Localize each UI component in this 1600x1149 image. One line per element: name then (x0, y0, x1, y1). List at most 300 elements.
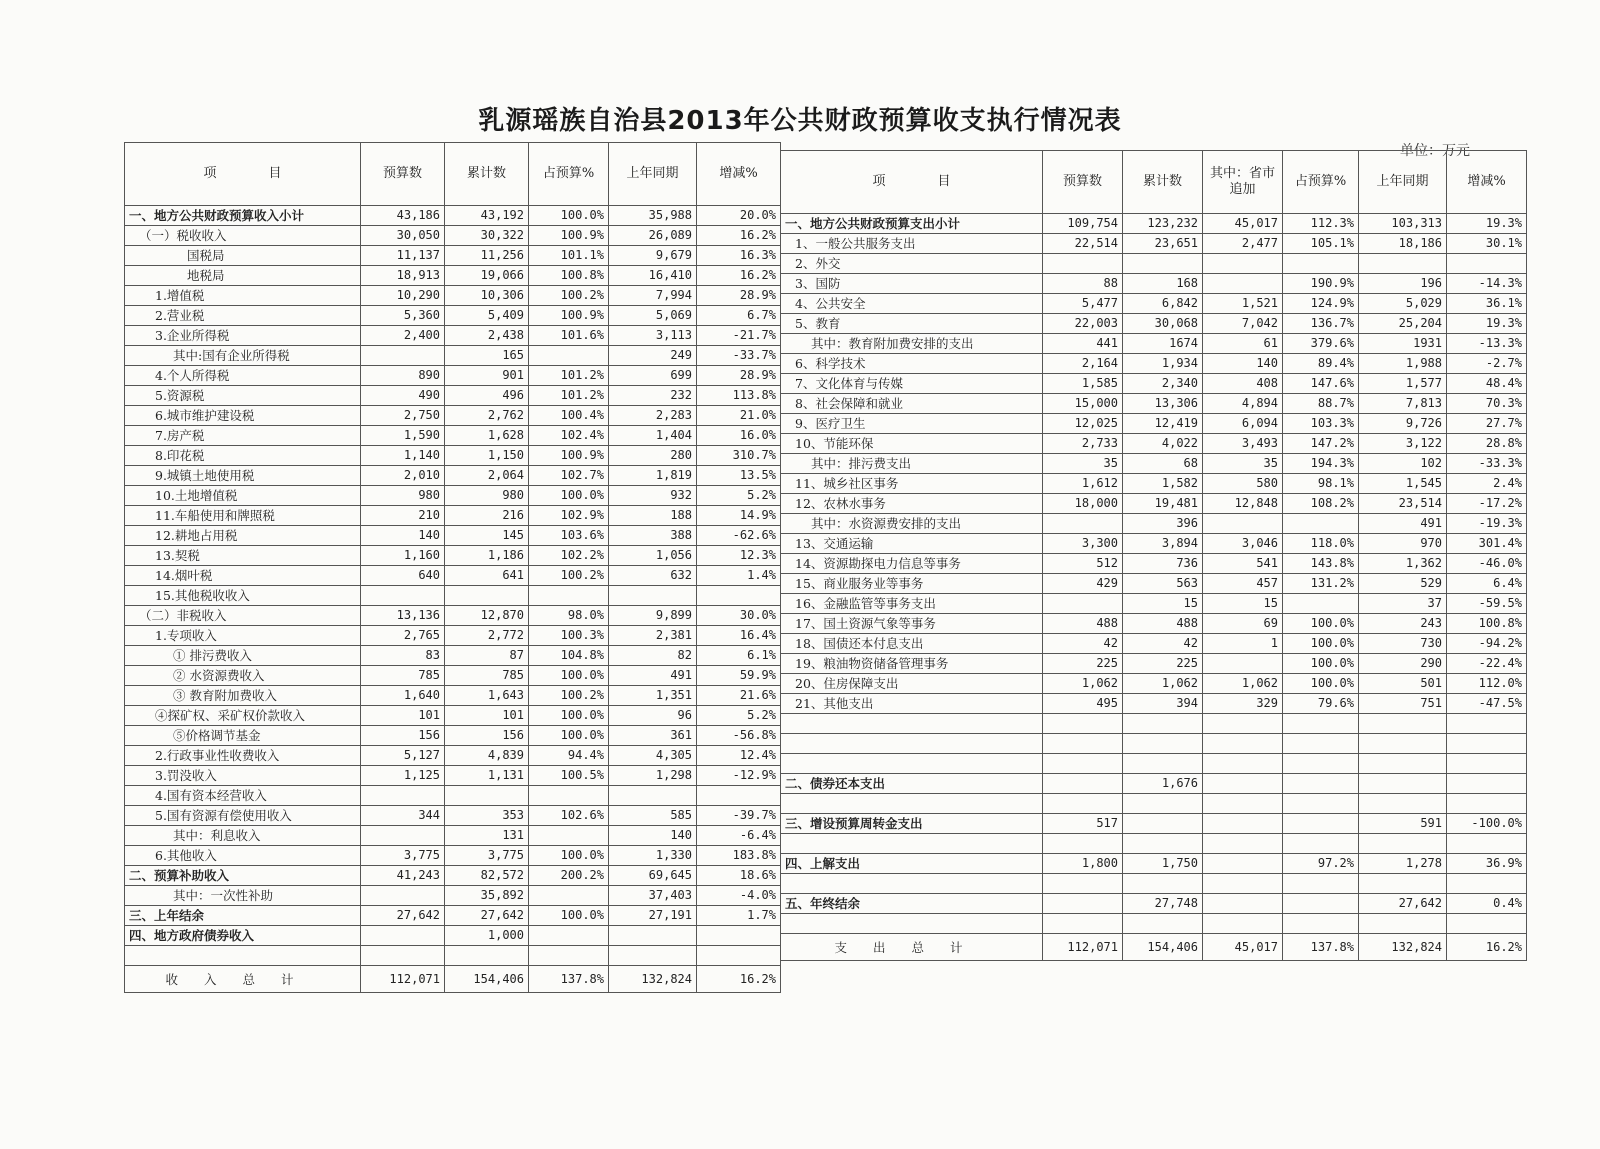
revenue-cell: 11,137 (361, 246, 445, 266)
expenditure-total-cell: 45,017 (1203, 934, 1283, 961)
expenditure-cell (1447, 734, 1527, 754)
revenue-row-label: 1.专项收入 (125, 626, 361, 646)
revenue-row (125, 306, 781, 326)
expenditure-row (781, 754, 1527, 774)
expenditure-cell (1283, 754, 1359, 774)
revenue-row (125, 806, 781, 826)
expenditure-cell: 18,000 (1043, 494, 1123, 514)
revenue-cell (609, 946, 697, 966)
revenue-row-label: 二、预算补助收入 (125, 866, 361, 886)
revenue-cell: 2,750 (361, 406, 445, 426)
expenditure-cell: 124.9% (1283, 294, 1359, 314)
revenue-cell: 2,772 (445, 626, 529, 646)
revenue-cell: 102.7% (529, 466, 609, 486)
revenue-cell: 1,643 (445, 686, 529, 706)
expenditure-cell: -14.3% (1447, 274, 1527, 294)
expenditure-cell: 1,062 (1043, 674, 1123, 694)
expenditure-row-label (781, 914, 1043, 934)
revenue-cell: 280 (609, 446, 697, 466)
revenue-total-cell: 137.8% (529, 966, 609, 993)
revenue-cell: 2,283 (609, 406, 697, 426)
revenue-row-label (125, 946, 361, 966)
revenue-row (125, 586, 781, 606)
revenue-cell: 980 (361, 486, 445, 506)
revenue-header-budget: 预算数 (361, 143, 445, 206)
revenue-row-label: 14.烟叶税 (125, 566, 361, 586)
expenditure-row-label: 其中：水资源费安排的支出 (781, 514, 1043, 534)
expenditure-cell: 18,186 (1359, 234, 1447, 254)
revenue-cell: 28.9% (697, 286, 781, 306)
expenditure-cell: 1,750 (1123, 854, 1203, 874)
revenue-row (125, 946, 781, 966)
revenue-row (125, 746, 781, 766)
revenue-total-row (125, 966, 781, 993)
revenue-row-label: 11.车船使用和牌照税 (125, 506, 361, 526)
revenue-cell: 28.9% (697, 366, 781, 386)
expenditure-cell: 225 (1043, 654, 1123, 674)
revenue-cell: 19,066 (445, 266, 529, 286)
revenue-row (125, 606, 781, 626)
expenditure-cell: 19,481 (1123, 494, 1203, 514)
expenditure-row-label: 其中：排污费支出 (781, 454, 1043, 474)
revenue-cell: 100.4% (529, 406, 609, 426)
revenue-cell: 585 (609, 806, 697, 826)
expenditure-cell: 1,362 (1359, 554, 1447, 574)
revenue-header-row (125, 143, 781, 206)
expenditure-cell: 1,585 (1043, 374, 1123, 394)
expenditure-cell: 2.4% (1447, 474, 1527, 494)
expenditure-row-label: 五、年终结余 (781, 894, 1043, 914)
expenditure-cell: 2,733 (1043, 434, 1123, 454)
revenue-cell: 102.2% (529, 546, 609, 566)
revenue-cell: 104.8% (529, 646, 609, 666)
expenditure-row-label: 3、国防 (781, 274, 1043, 294)
revenue-row (125, 886, 781, 906)
expenditure-cell (1123, 874, 1203, 894)
expenditure-cell: 98.1% (1283, 474, 1359, 494)
revenue-cell (361, 886, 445, 906)
revenue-row (125, 846, 781, 866)
expenditure-cell: 5,477 (1043, 294, 1123, 314)
expenditure-cell (1359, 254, 1447, 274)
expenditure-row (781, 494, 1527, 514)
expenditure-cell: 591 (1359, 814, 1447, 834)
expenditure-cell (1203, 854, 1283, 874)
expenditure-cell (1203, 874, 1283, 894)
expenditure-row-label: 14、资源勘探电力信息等事务 (781, 554, 1043, 574)
expenditure-cell: 3,046 (1203, 534, 1283, 554)
revenue-cell: 13,136 (361, 606, 445, 626)
expenditure-row (781, 454, 1527, 474)
revenue-cell: 785 (361, 666, 445, 686)
expenditure-cell: 100.8% (1447, 614, 1527, 634)
expenditure-row (781, 714, 1527, 734)
expenditure-cell: 22,003 (1043, 314, 1123, 334)
expenditure-row-label: 7、文化体育与传媒 (781, 374, 1043, 394)
revenue-cell (361, 586, 445, 606)
expenditure-cell: -13.3% (1447, 334, 1527, 354)
expenditure-cell: 42 (1123, 634, 1203, 654)
revenue-row (125, 486, 781, 506)
revenue-cell: 901 (445, 366, 529, 386)
revenue-header-item: 项 目 (125, 143, 361, 206)
revenue-row-label: 三、上年结余 (125, 906, 361, 926)
revenue-cell: 113.8% (697, 386, 781, 406)
revenue-cell: 43,192 (445, 206, 529, 226)
revenue-cell: 2,438 (445, 326, 529, 346)
expenditure-cell (1359, 754, 1447, 774)
expenditure-cell: 108.2% (1283, 494, 1359, 514)
revenue-cell: 1,131 (445, 766, 529, 786)
revenue-cell: 496 (445, 386, 529, 406)
expenditure-row-label: 12、农林水事务 (781, 494, 1043, 514)
expenditure-cell: 15 (1123, 594, 1203, 614)
revenue-cell: 2,381 (609, 626, 697, 646)
expenditure-cell: 1674 (1123, 334, 1203, 354)
expenditure-cell: 168 (1123, 274, 1203, 294)
expenditure-cell (1203, 274, 1283, 294)
revenue-row (125, 366, 781, 386)
expenditure-cell: 329 (1203, 694, 1283, 714)
expenditure-cell: 140 (1203, 354, 1283, 374)
revenue-cell: 1,125 (361, 766, 445, 786)
expenditure-row-label: 4、公共安全 (781, 294, 1043, 314)
revenue-cell: 35,988 (609, 206, 697, 226)
revenue-cell: 140 (361, 526, 445, 546)
revenue-cell: 87 (445, 646, 529, 666)
expenditure-cell: 15,000 (1043, 394, 1123, 414)
expenditure-cell: 0.4% (1447, 894, 1527, 914)
revenue-row-label: 1.增值税 (125, 286, 361, 306)
revenue-cell: 249 (609, 346, 697, 366)
expenditure-cell: 13,306 (1123, 394, 1203, 414)
expenditure-cell (1043, 514, 1123, 534)
expenditure-cell (1203, 754, 1283, 774)
expenditure-cell (1043, 754, 1123, 774)
expenditure-cell: 100.0% (1283, 674, 1359, 694)
revenue-cell: 100.2% (529, 286, 609, 306)
expenditure-cell: 488 (1043, 614, 1123, 634)
revenue-row (125, 346, 781, 366)
expenditure-cell (1359, 774, 1447, 794)
revenue-row-label: 4.个人所得税 (125, 366, 361, 386)
expenditure-cell (1203, 734, 1283, 754)
expenditure-cell: 88 (1043, 274, 1123, 294)
expenditure-cell: 12,419 (1123, 414, 1203, 434)
revenue-cell (529, 586, 609, 606)
revenue-cell: 6.1% (697, 646, 781, 666)
revenue-cell: -4.0% (697, 886, 781, 906)
revenue-cell: 16.2% (697, 226, 781, 246)
expenditure-row (781, 634, 1527, 654)
expenditure-row (781, 914, 1527, 934)
revenue-cell: 100.0% (529, 906, 609, 926)
revenue-cell: 83 (361, 646, 445, 666)
revenue-row-label: 2.营业税 (125, 306, 361, 326)
expenditure-cell: -22.4% (1447, 654, 1527, 674)
revenue-cell (361, 826, 445, 846)
revenue-cell: 2,010 (361, 466, 445, 486)
revenue-cell: 16.2% (697, 266, 781, 286)
expenditure-total-cell: 112,071 (1043, 934, 1123, 961)
expenditure-row-label: 20、住房保障支出 (781, 674, 1043, 694)
revenue-cell: 96 (609, 706, 697, 726)
revenue-cell: 18,913 (361, 266, 445, 286)
expenditure-header-last-year: 上年同期 (1359, 151, 1447, 214)
expenditure-cell: 563 (1123, 574, 1203, 594)
expenditure-cell: 30,068 (1123, 314, 1203, 334)
revenue-row-label: 6.城市维护建设税 (125, 406, 361, 426)
revenue-total-cell: 112,071 (361, 966, 445, 993)
expenditure-cell (1447, 914, 1527, 934)
revenue-cell: 102.9% (529, 506, 609, 526)
expenditure-cell: 3,300 (1043, 534, 1123, 554)
expenditure-row (781, 574, 1527, 594)
expenditure-cell (1447, 794, 1527, 814)
expenditure-cell: 12,025 (1043, 414, 1123, 434)
revenue-cell: 2,762 (445, 406, 529, 426)
revenue-cell: 1,640 (361, 686, 445, 706)
expenditure-row-label (781, 714, 1043, 734)
expenditure-cell (1203, 914, 1283, 934)
expenditure-cell: 441 (1043, 334, 1123, 354)
revenue-cell: 6.7% (697, 306, 781, 326)
expenditure-row-label: 二、债券还本支出 (781, 774, 1043, 794)
revenue-cell (361, 786, 445, 806)
revenue-cell: 980 (445, 486, 529, 506)
expenditure-cell (1359, 734, 1447, 754)
revenue-cell (529, 926, 609, 946)
revenue-cell: 100.0% (529, 846, 609, 866)
expenditure-row-label: 其中：教育附加费安排的支出 (781, 334, 1043, 354)
expenditure-cell: 488 (1123, 614, 1203, 634)
expenditure-total-label: 支出总计 (781, 934, 1043, 961)
expenditure-cell: -33.3% (1447, 454, 1527, 474)
revenue-cell (361, 346, 445, 366)
expenditure-cell: 147.6% (1283, 374, 1359, 394)
revenue-cell: 3,775 (361, 846, 445, 866)
revenue-cell: 5,360 (361, 306, 445, 326)
expenditure-cell (1123, 794, 1203, 814)
revenue-cell: 59.9% (697, 666, 781, 686)
revenue-cell: 165 (445, 346, 529, 366)
expenditure-header-row (781, 151, 1527, 214)
revenue-cell: 13.5% (697, 466, 781, 486)
revenue-cell: 1,160 (361, 546, 445, 566)
revenue-cell: 1,404 (609, 426, 697, 446)
revenue-row-label: 12.耕地占用税 (125, 526, 361, 546)
revenue-row (125, 406, 781, 426)
revenue-cell: 353 (445, 806, 529, 826)
revenue-cell: 183.8% (697, 846, 781, 866)
expenditure-cell (1123, 834, 1203, 854)
expenditure-cell: 196 (1359, 274, 1447, 294)
revenue-cell: 41,243 (361, 866, 445, 886)
expenditure-cell: 1,521 (1203, 294, 1283, 314)
expenditure-cell (1123, 254, 1203, 274)
revenue-row (125, 446, 781, 466)
expenditure-cell (1043, 594, 1123, 614)
expenditure-cell: -100.0% (1447, 814, 1527, 834)
revenue-cell: 1,351 (609, 686, 697, 706)
expenditure-cell: 112.3% (1283, 214, 1359, 234)
revenue-row (125, 666, 781, 686)
expenditure-row-label: 9、医疗卫生 (781, 414, 1043, 434)
revenue-cell: 491 (609, 666, 697, 686)
revenue-row-label: 地税局 (125, 266, 361, 286)
expenditure-cell: 1,676 (1123, 774, 1203, 794)
revenue-row (125, 266, 781, 286)
expenditure-cell: 491 (1359, 514, 1447, 534)
expenditure-row (781, 214, 1527, 234)
expenditure-cell (1043, 774, 1123, 794)
expenditure-row-label: 一、地方公共财政预算支出小计 (781, 214, 1043, 234)
expenditure-cell: 131.2% (1283, 574, 1359, 594)
revenue-cell: 2,765 (361, 626, 445, 646)
revenue-cell: 43,186 (361, 206, 445, 226)
revenue-cell: 100.0% (529, 486, 609, 506)
revenue-row-label: ① 排污费收入 (125, 646, 361, 666)
expenditure-cell (1359, 794, 1447, 814)
revenue-cell (529, 346, 609, 366)
expenditure-cell: 4,894 (1203, 394, 1283, 414)
expenditure-cell: 35 (1203, 454, 1283, 474)
revenue-cell: 641 (445, 566, 529, 586)
expenditure-row-label: 18、国债还本付息支出 (781, 634, 1043, 654)
revenue-cell: 5,409 (445, 306, 529, 326)
revenue-cell (697, 786, 781, 806)
revenue-cell: 3,775 (445, 846, 529, 866)
revenue-cell: 16.0% (697, 426, 781, 446)
revenue-header-change: 增减% (697, 143, 781, 206)
expenditure-cell: 22,514 (1043, 234, 1123, 254)
revenue-row-label: 一、地方公共财政预算收入小计 (125, 206, 361, 226)
expenditure-cell: 1,062 (1203, 674, 1283, 694)
revenue-cell: 1,150 (445, 446, 529, 466)
revenue-cell: -21.7% (697, 326, 781, 346)
revenue-row (125, 566, 781, 586)
revenue-cell: -6.4% (697, 826, 781, 846)
revenue-cell: 1.4% (697, 566, 781, 586)
revenue-row (125, 686, 781, 706)
revenue-cell (445, 946, 529, 966)
expenditure-cell: 19.3% (1447, 214, 1527, 234)
expenditure-cell: 541 (1203, 554, 1283, 574)
expenditure-cell (1447, 834, 1527, 854)
expenditure-cell (1359, 914, 1447, 934)
revenue-row (125, 626, 781, 646)
revenue-cell: 100.2% (529, 686, 609, 706)
expenditure-cell: 147.2% (1283, 434, 1359, 454)
revenue-cell: 100.2% (529, 566, 609, 586)
expenditure-total-cell: 137.8% (1283, 934, 1359, 961)
revenue-cell: 100.0% (529, 706, 609, 726)
expenditure-cell (1043, 834, 1123, 854)
expenditure-row (781, 254, 1527, 274)
expenditure-cell: 9,726 (1359, 414, 1447, 434)
revenue-row-label: 3.罚没收入 (125, 766, 361, 786)
expenditure-cell: 1,988 (1359, 354, 1447, 374)
revenue-cell: 156 (445, 726, 529, 746)
expenditure-header-province-add: 其中：省市追加 (1203, 151, 1283, 214)
revenue-row (125, 866, 781, 886)
expenditure-cell (1203, 834, 1283, 854)
expenditure-cell: 1,577 (1359, 374, 1447, 394)
revenue-cell: 20.0% (697, 206, 781, 226)
expenditure-row-label: 17、国土资源气象等事务 (781, 614, 1043, 634)
expenditure-header-pct-budget: 占预算% (1283, 151, 1359, 214)
revenue-row-label: 国税局 (125, 246, 361, 266)
expenditure-row-label (781, 834, 1043, 854)
revenue-row (125, 386, 781, 406)
expenditure-row-label: 8、社会保障和就业 (781, 394, 1043, 414)
revenue-cell: 210 (361, 506, 445, 526)
expenditure-row (781, 434, 1527, 454)
expenditure-cell (1123, 914, 1203, 934)
expenditure-row-label: 15、商业服务业等事务 (781, 574, 1043, 594)
revenue-row-label: 9.城镇土地使用税 (125, 466, 361, 486)
expenditure-cell (1123, 814, 1203, 834)
expenditure-cell: 3,894 (1123, 534, 1203, 554)
revenue-cell: 100.0% (529, 666, 609, 686)
expenditure-cell: 1,545 (1359, 474, 1447, 494)
expenditure-cell (1283, 794, 1359, 814)
revenue-cell: 699 (609, 366, 697, 386)
revenue-cell: 30.0% (697, 606, 781, 626)
revenue-cell: 103.6% (529, 526, 609, 546)
expenditure-cell: 751 (1359, 694, 1447, 714)
expenditure-cell: 136.7% (1283, 314, 1359, 334)
expenditure-cell (1043, 914, 1123, 934)
expenditure-cell: -46.0% (1447, 554, 1527, 574)
expenditure-cell: 35 (1043, 454, 1123, 474)
revenue-cell: 9,679 (609, 246, 697, 266)
revenue-cell: 100.3% (529, 626, 609, 646)
expenditure-cell: 501 (1359, 674, 1447, 694)
expenditure-row (781, 794, 1527, 814)
expenditure-row (781, 394, 1527, 414)
revenue-row (125, 726, 781, 746)
expenditure-cell (1359, 714, 1447, 734)
revenue-row-label: 15.其他税收收入 (125, 586, 361, 606)
revenue-cell: 1,819 (609, 466, 697, 486)
revenue-header-last-year: 上年同期 (609, 143, 697, 206)
expenditure-total-cell: 132,824 (1359, 934, 1447, 961)
expenditure-cell: 48.4% (1447, 374, 1527, 394)
expenditure-cell: 105.1% (1283, 234, 1359, 254)
expenditure-cell: 1,278 (1359, 854, 1447, 874)
expenditure-cell: 27,748 (1123, 894, 1203, 914)
expenditure-cell: 45,017 (1203, 214, 1283, 234)
expenditure-table (780, 150, 1527, 961)
revenue-header-pct-budget: 占预算% (529, 143, 609, 206)
revenue-row-label: ⑤价格调节基金 (125, 726, 361, 746)
expenditure-cell: 529 (1359, 574, 1447, 594)
revenue-cell: 100.9% (529, 306, 609, 326)
expenditure-cell: 2,477 (1203, 234, 1283, 254)
revenue-cell: 4,305 (609, 746, 697, 766)
expenditure-cell: 61 (1203, 334, 1283, 354)
expenditure-cell: 102 (1359, 454, 1447, 474)
revenue-row (125, 206, 781, 226)
revenue-cell: 1.7% (697, 906, 781, 926)
revenue-row (125, 506, 781, 526)
revenue-row (125, 546, 781, 566)
expenditure-cell: 7,813 (1359, 394, 1447, 414)
expenditure-cell: 68 (1123, 454, 1203, 474)
expenditure-cell: 1,934 (1123, 354, 1203, 374)
revenue-cell: 30,322 (445, 226, 529, 246)
